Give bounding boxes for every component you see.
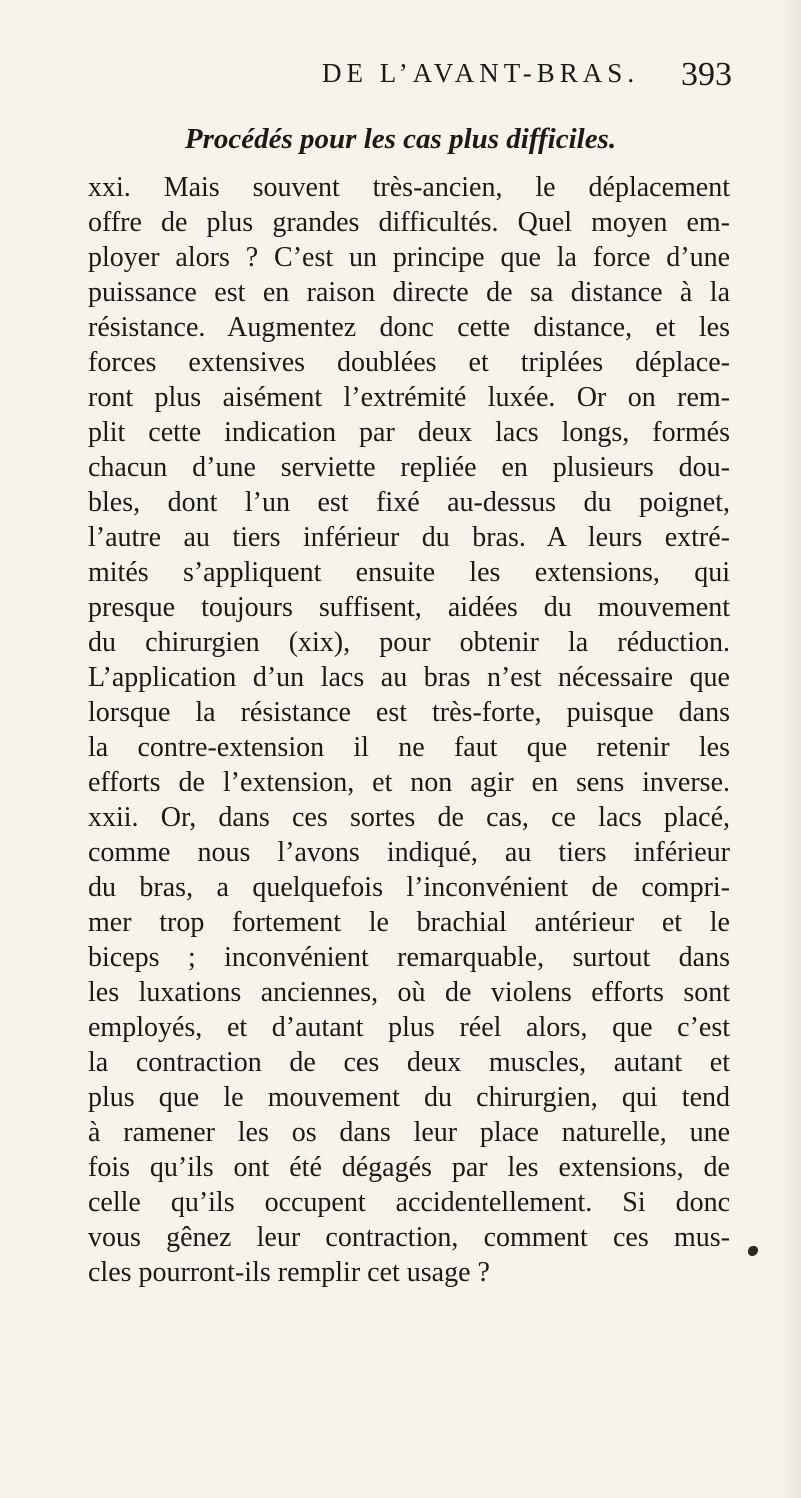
text-line: xxii. Or, dans ces sortes de cas, ce lacs placé,: [88, 802, 730, 833]
text-line: chacun d’une serviette repliée en plusieurs dou-: [88, 452, 730, 483]
page-edge-shadow: [783, 0, 801, 1498]
text-line: à ramener les os dans leur place naturelle, une: [88, 1117, 730, 1148]
text-line: biceps ; inconvénient remarquable, surtout dans: [88, 942, 730, 973]
text-line: cles pourront-ils remplir cet usage ?: [88, 1257, 490, 1288]
text-line: lorsque la résistance est très-forte, puisque dans: [88, 697, 730, 728]
text-line: mer trop fortement le brachial antérieur et le: [88, 907, 730, 938]
ink-spot: [748, 1246, 758, 1256]
body-text: [88, 170, 730, 1290]
page-header: [0, 58, 801, 98]
section-title: Procédés pour les cas plus difficiles.: [184, 123, 617, 155]
text-line: les luxations anciennes, où de violens efforts sont: [88, 977, 730, 1008]
text-line: fois qu’ils ont été dégagés par les extensions, de: [88, 1152, 730, 1183]
text-line: ployer alors ? C’est un principe que la force d’une: [88, 242, 730, 273]
text-line: ront plus aisément l’extrémité luxée. Or on rem-: [88, 382, 730, 413]
text-line: celle qu’ils occupent accidentellement. Si donc: [88, 1187, 730, 1218]
text-line: offre de plus grandes difficultés. Quel moyen em-: [88, 207, 730, 238]
text-line: comme nous l’avons indiqué, au tiers inférieur: [88, 837, 730, 868]
running-head: DE L’AVANT-BRAS.: [322, 58, 640, 88]
text-line: résistance. Augmentez donc cette distance, et les: [88, 312, 730, 343]
text-line: forces extensives doublées et triplées déplace-: [88, 347, 730, 378]
text-line: vous gênez leur contraction, comment ces mus-: [88, 1222, 730, 1253]
text-line: plus que le mouvement du chirurgien, qui tend: [88, 1082, 730, 1113]
text-line: L’application d’un lacs au bras n’est nécessaire que: [88, 662, 730, 693]
text-line: plit cette indication par deux lacs longs, formés: [88, 417, 730, 448]
text-line: mités s’appliquent ensuite les extensions, qui: [88, 557, 730, 588]
text-line: bles, dont l’un est fixé au-dessus du poignet,: [88, 487, 730, 518]
text-line: l’autre au tiers inférieur du bras. A leurs extré-: [88, 522, 730, 553]
text-line: du chirurgien (xix), pour obtenir la réduction.: [88, 627, 730, 658]
text-line: puissance est en raison directe de sa distance à la: [88, 277, 730, 308]
page-number: 393: [681, 56, 732, 93]
text-line: du bras, a quelquefois l’inconvénient de compri-: [88, 872, 730, 903]
text-line: presque toujours suffisent, aidées du mouvement: [88, 592, 730, 623]
text-line: employés, et d’autant plus réel alors, que c’est: [88, 1012, 730, 1043]
text-line: la contraction de ces deux muscles, autant et: [88, 1047, 730, 1078]
text-line: la contre-extension il ne faut que retenir les: [88, 732, 730, 763]
text-line: efforts de l’extension, et non agir en sens inverse.: [88, 767, 730, 798]
text-line: xxi. Mais souvent très-ancien, le déplacement: [88, 172, 730, 203]
